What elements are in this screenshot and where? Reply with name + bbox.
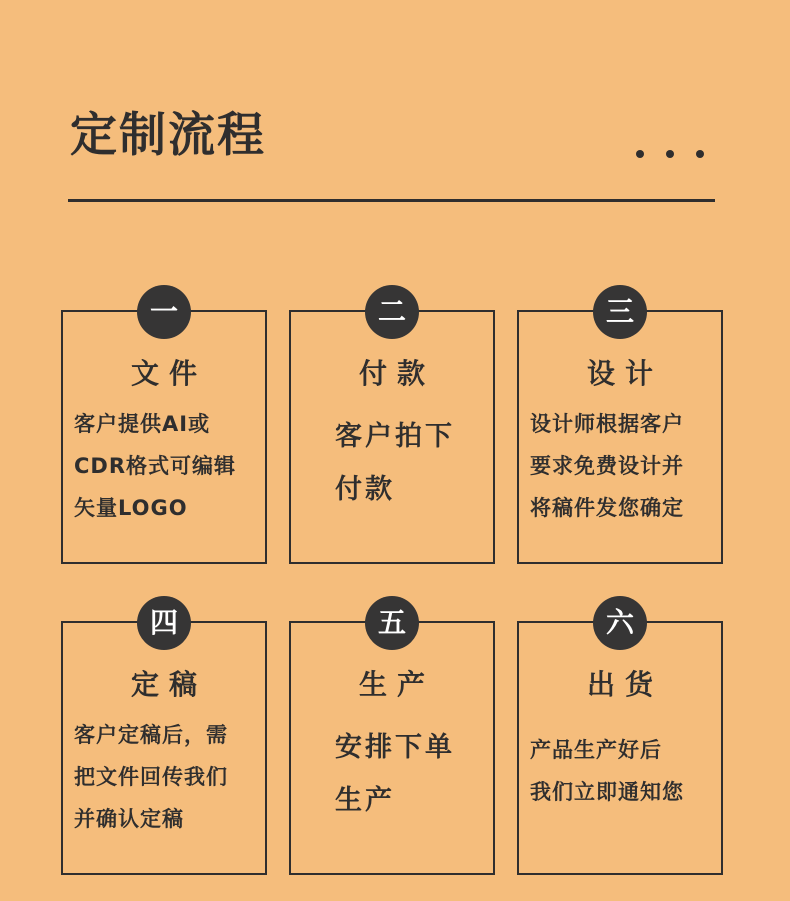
step-description: 客户拍下 付款 [335, 421, 455, 505]
step-card-design [517, 295, 723, 564]
step-description: 设计师根据客户 要求免费设计并 将稿件发您确定 [530, 412, 684, 520]
step-card-finalize [61, 606, 267, 875]
step-description: 客户提供AI或 CDR格式可编辑 矢量LOGO [74, 412, 237, 520]
step-card-production [289, 606, 495, 875]
step-number-badge: 二 [365, 285, 419, 339]
step-number-badge: 一 [137, 285, 191, 339]
step-description: 客户定稿后，需 把文件回传我们 并确认定稿 [74, 723, 228, 831]
step-title: 付款 [358, 357, 435, 390]
step-number-badge: 三 [593, 285, 647, 339]
step-title: 生产 [358, 668, 435, 701]
dot [666, 150, 674, 158]
title-divider [68, 199, 715, 202]
step-description: 产品生产好后 我们立即通知您 [530, 738, 684, 804]
step-number-badge: 五 [365, 596, 419, 650]
step-card-file [61, 295, 267, 564]
step-card-payment [289, 295, 495, 564]
step-title: 文件 [130, 357, 207, 390]
step-title: 设计 [586, 357, 663, 390]
step-title: 定稿 [130, 668, 207, 701]
more-dots-icon [636, 150, 704, 158]
page-title: 定制流程 [70, 108, 266, 163]
dot [636, 150, 644, 158]
step-number-badge: 四 [137, 596, 191, 650]
step-title: 出货 [586, 668, 663, 701]
dot [696, 150, 704, 158]
step-card-shipping [517, 606, 723, 875]
step-description: 安排下单 生产 [335, 732, 455, 816]
step-number-badge: 六 [593, 596, 647, 650]
